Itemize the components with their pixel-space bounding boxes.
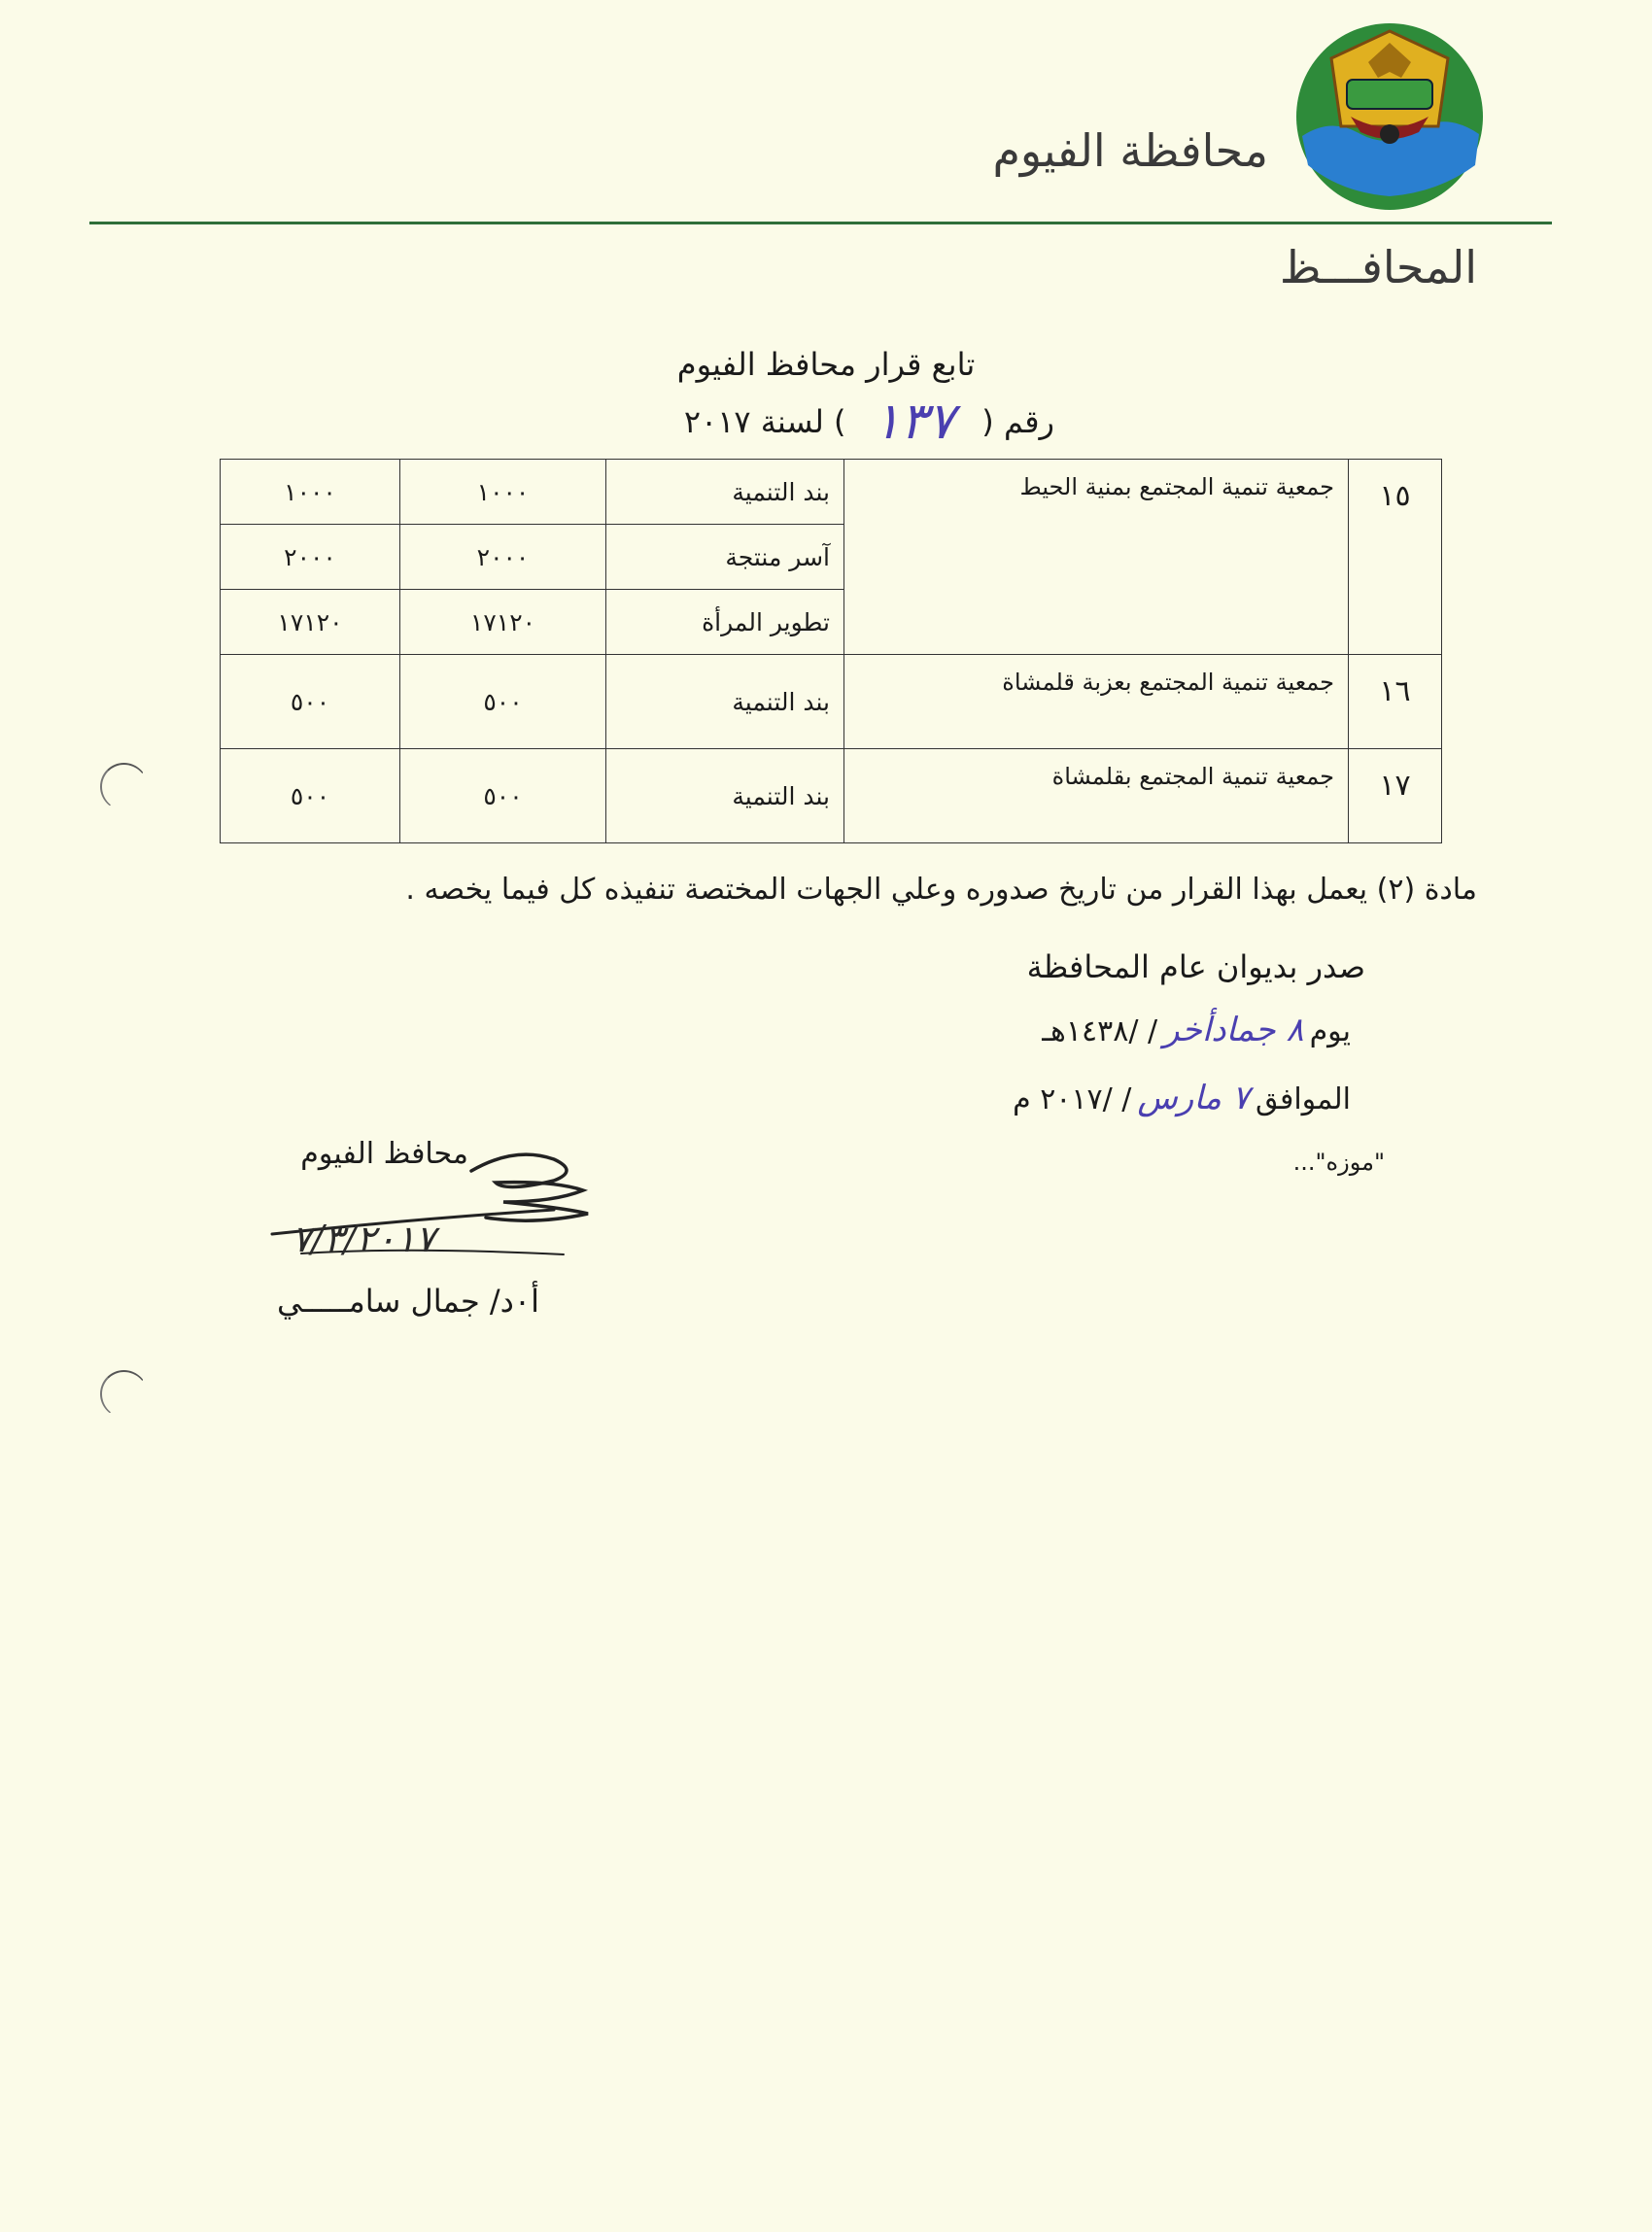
hijri-date-line xyxy=(1042,1011,1351,1049)
gregorian-handwritten: ٧ مارس xyxy=(1137,1079,1250,1117)
budget-item: بند التنمية xyxy=(606,749,844,843)
decision-number-line xyxy=(684,393,1054,451)
typist-mark: "موزه"... xyxy=(1292,1149,1385,1176)
gregorian-printed: / /٢٠١٧ م xyxy=(1013,1082,1132,1116)
hijri-printed: / /١٤٣٨هـ xyxy=(1042,1014,1158,1048)
decision-number-handwritten: ١٣٧ xyxy=(873,393,955,451)
budget-item: بند التنمية xyxy=(606,460,844,525)
header-divider xyxy=(89,222,1552,224)
row-number: ١٥ xyxy=(1349,460,1442,655)
organization-name: جمعية تنمية المجتمع بقلمشاة xyxy=(844,749,1349,843)
gregorian-date-line xyxy=(1013,1079,1351,1117)
hijri-label: يوم xyxy=(1309,1014,1351,1048)
organization-name: جمعية تنمية المجتمع بمنية الحيط xyxy=(844,460,1349,655)
row-number: ١٧ xyxy=(1349,749,1442,843)
total-amount: ١٠٠٠ xyxy=(221,460,400,525)
hijri-handwritten: ٨ جمادأخر xyxy=(1163,1011,1304,1049)
amount: ٥٠٠ xyxy=(400,749,606,843)
budget-item: آسر منتجة xyxy=(606,525,844,590)
governorate-name: محافظة الفيوم xyxy=(992,124,1268,177)
total-amount: ٥٠٠ xyxy=(221,749,400,843)
amount: ١٧١٢٠ xyxy=(400,590,606,655)
total-amount: ٢٠٠٠ xyxy=(221,525,400,590)
amount: ١٠٠٠ xyxy=(400,460,606,525)
office-title: المحافـــظ xyxy=(1279,241,1477,293)
amount: ٢٠٠٠ xyxy=(400,525,606,590)
punch-hole xyxy=(100,763,148,810)
total-amount: ١٧١٢٠ xyxy=(221,590,400,655)
signatory-name: أ٠د/ جمال سامـــــي xyxy=(277,1283,539,1320)
decision-year: ) لسنة ٢٠١٧ xyxy=(683,403,846,440)
punch-hole xyxy=(100,1370,148,1418)
decision-title: تابع قرار محافظ الفيوم xyxy=(676,346,976,383)
table-row xyxy=(221,460,1442,525)
budget-item: تطوير المرأة xyxy=(606,590,844,655)
amount: ٥٠٠ xyxy=(400,655,606,749)
issued-statement: صدر بديوان عام المحافظة xyxy=(1026,948,1365,985)
article-text: مادة (٢) يعمل بهذا القرار من تاريخ صدوره وعلي الجهات المختصة تنفيذه كل فيما يخصه . xyxy=(405,873,1477,907)
row-number: ١٦ xyxy=(1349,655,1442,749)
signatory-title: محافظ الفيوم xyxy=(300,1137,468,1171)
budget-item: بند التنمية xyxy=(606,655,844,749)
signature-handwritten-date: ٧/٣/٢٠١٧ xyxy=(292,1218,436,1260)
organization-name: جمعية تنمية المجتمع بعزبة قلمشاة xyxy=(844,655,1349,749)
table-row xyxy=(221,655,1442,749)
total-amount: ٥٠٠ xyxy=(221,655,400,749)
decision-number-prefix: رقم ( xyxy=(981,403,1054,440)
grants-table xyxy=(220,459,1442,843)
governorate-logo xyxy=(1292,19,1487,214)
table-row xyxy=(221,749,1442,843)
gregorian-label: الموافق xyxy=(1255,1082,1351,1116)
